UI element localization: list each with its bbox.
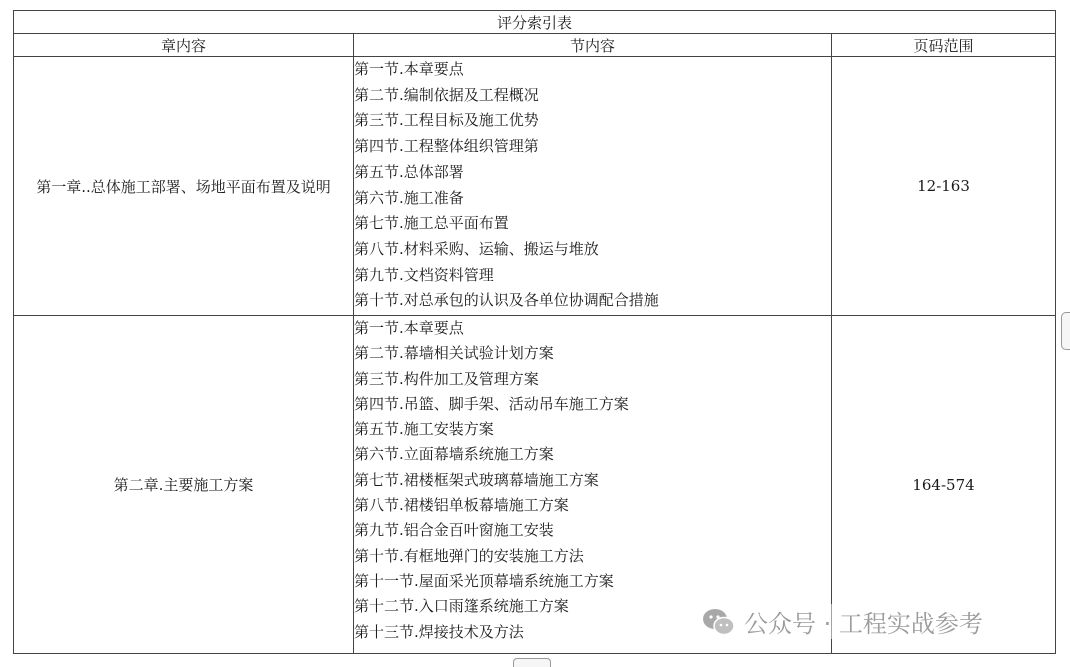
section-item: 第五节.总体部署 xyxy=(354,162,464,181)
section-item: 第八节.材料采购、运输、搬运与堆放 xyxy=(354,239,599,258)
section-item: 第七节.施工总平面布置 xyxy=(354,214,509,233)
chapter-1-page-range: 12-163 xyxy=(832,57,1056,316)
chapter-1-sections xyxy=(354,57,832,316)
section-item: 第三节.构件加工及管理方案 xyxy=(354,369,539,388)
header-chapter: 章内容 xyxy=(14,34,354,57)
section-item: 第九节.铝合金百叶窗施工安装 xyxy=(354,521,554,540)
chapter-1-title: 第一章..总体施工部署、场地平面布置及说明 xyxy=(14,57,354,316)
section-item: 第九节.文档资料管理 xyxy=(354,265,494,284)
score-index-table xyxy=(13,10,1056,654)
table-row xyxy=(14,57,1056,316)
section-item: 第一节.本章要点 xyxy=(354,60,464,78)
header-pages: 页码范围 xyxy=(832,34,1056,57)
section-item: 第六节.施工准备 xyxy=(354,188,464,207)
watermark-text: 公众号 · 工程实战参考 xyxy=(744,610,983,638)
wechat-icon xyxy=(702,607,736,637)
watermark xyxy=(698,604,987,639)
chapter-2-page-range: 164-574 xyxy=(832,316,1056,654)
section-item: 第四节.工程整体组织管理第 xyxy=(354,137,539,156)
table-row xyxy=(14,316,1056,654)
section-item: 第十节.有框地弹门的安装施工方法 xyxy=(354,546,584,565)
section-item: 第四节.吊篮、脚手架、活动吊车施工方案 xyxy=(354,394,629,413)
section-item: 第五节.施工安装方案 xyxy=(354,420,494,439)
section-item: 第二节.幕墙相关试验计划方案 xyxy=(354,344,554,363)
section-item: 第一节.本章要点 xyxy=(354,319,464,337)
section-item: 第八节.裙楼铝单板幕墙施工方案 xyxy=(354,496,569,515)
section-item: 第七节.裙楼框架式玻璃幕墙施工方案 xyxy=(354,470,599,489)
side-scroll-tab[interactable] xyxy=(1061,312,1070,350)
table-title: 评分索引表 xyxy=(14,11,1056,34)
section-item: 第三节.工程目标及施工优势 xyxy=(354,111,539,130)
section-item: 第十三节.焊接技术及方法 xyxy=(354,622,524,641)
section-item: 第六节.立面幕墙系统施工方案 xyxy=(354,445,554,464)
section-item: 第十二节.入口雨篷系统施工方案 xyxy=(354,597,569,616)
chapter-2-sections xyxy=(354,316,832,654)
section-item: 第十一节.屋面采光顶幕墙系统施工方案 xyxy=(354,571,614,590)
chapter-2-title: 第二章.主要施工方案 xyxy=(14,316,354,654)
section-item: 第十节.对总承包的认识及各单位协调配合措施 xyxy=(354,291,659,310)
header-section: 节内容 xyxy=(354,34,832,57)
section-item: 第二节.编制依据及工程概况 xyxy=(354,85,539,104)
